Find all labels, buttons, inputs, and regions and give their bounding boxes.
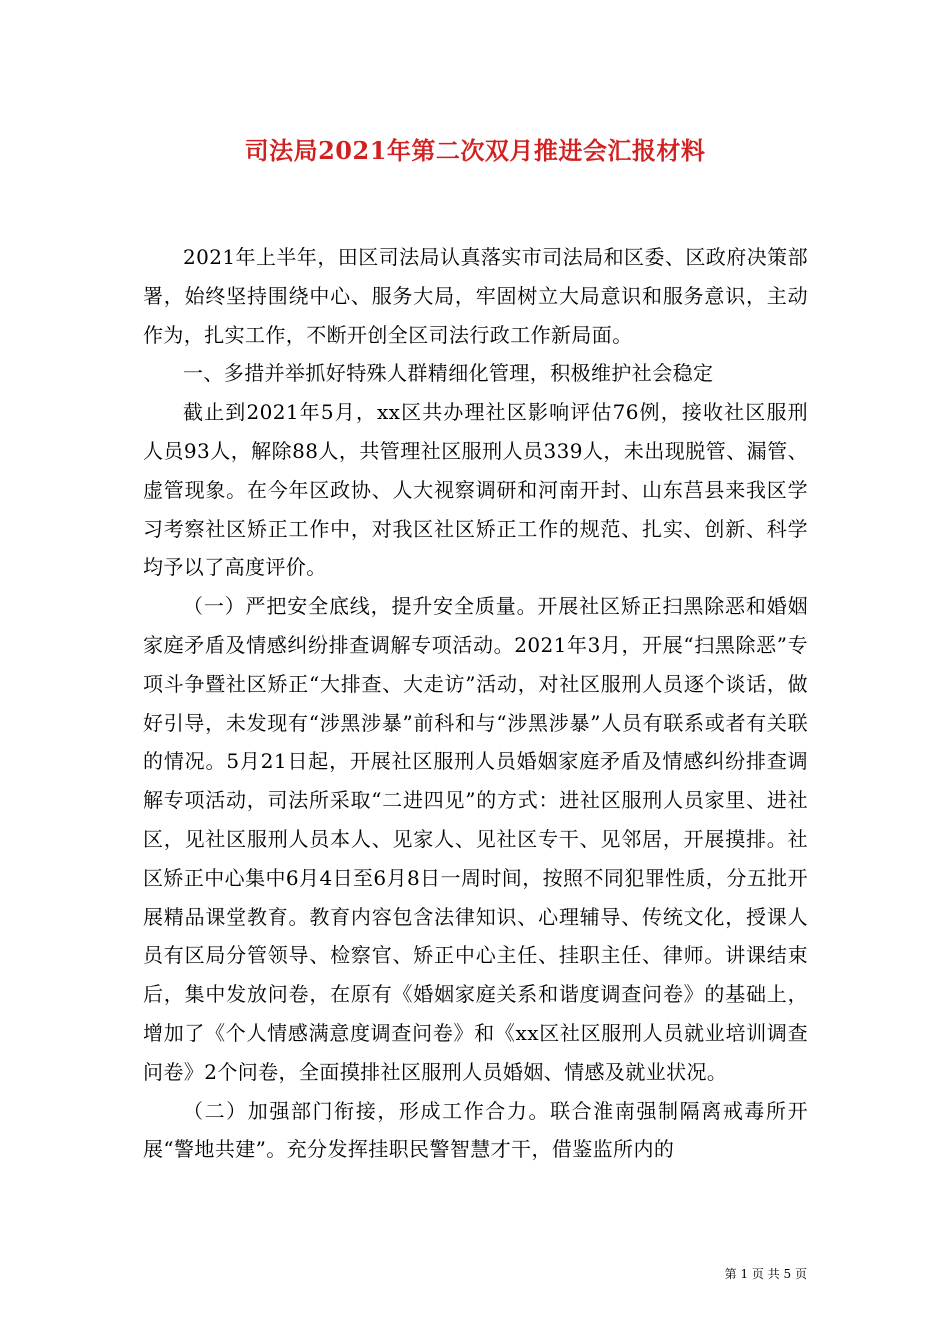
document-title: 司法局2021年第二次双月推进会汇报材料 [244,136,706,165]
paragraph-subsection-2: （二）加强部门衔接，形成工作合力。联合淮南强制隔离戒毒所开展“警地共建”。充分发挥挂职民警智慧才干，借鉴监所内的 [143,1098,808,1162]
document-body [143,238,808,1169]
paragraph-subsection-1: （一）严把安全底线，提升安全质量。开展社区矫正扫黑除恶和婚姻家庭矛盾及情感纠纷排查调解专项活动。2021年3月，开展“扫黑除恶”专项斗争暨社区矫正“大排查、大走访”活动，对社区服刑人员逐个谈话，做好引导，未发现有“涉黑涉暴”前科和与“涉黑涉暴”人员有联系或者有关联的情况。5月21日起，开展社区服刑人员婚姻家庭矛盾及情感纠纷排查调解专项活动，司法所采取“二进四见”的方式：进社区服刑人员家里、进社区，见社区服刑人员本人、见家人、见社区专干、见邻居，开展摸排。社区矫正中心集中6月4日至6月8日一周时间，按照不同犯罪性质，分五批开展精品课堂教育。教育内容包含法律知识、心理辅导、传统文化，授课人员有区局分管领导、检察官、矫正中心主任、挂职主任、律师。讲课结束后，集中发放问卷，在原有《婚姻家庭关系和谐度调查问卷》的基础上，增加了《个人情感满意度调查问卷》和《xx区社区服刑人员就业培训调查问卷》2个问卷，全面摸排社区服刑人员婚姻、情感及就业状况。 [143,594,808,1084]
page-number: 第 1 页 共 5 页 [724,1267,807,1281]
section-heading-1: 一、多措并举抓好特殊人群精细化管理，积极维护社会稳定 [183,361,714,386]
paragraph-statistics: 截止到2021年5月，xx区共办理社区影响评估76例，接收社区服刑人员93人，解除88人，共管理社区服刑人员339人，未出现脱管、漏管、虚管现象。在今年区政协、人大视察调研和河南开封、山东莒县来我区学习考察社区矫正工作中，对我区社区矫正工作的规范、扎实、创新、科学均予以了高度评价。 [143,400,808,580]
paragraph-intro: 2021年上半年，田区司法局认真落实市司法局和区委、区政府决策部署，始终坚持围绕中心、服务大局，牢固树立大局意识和服务意识，主动作为，扎实工作，不断开创全区司法行政工作新局面。 [143,245,808,347]
